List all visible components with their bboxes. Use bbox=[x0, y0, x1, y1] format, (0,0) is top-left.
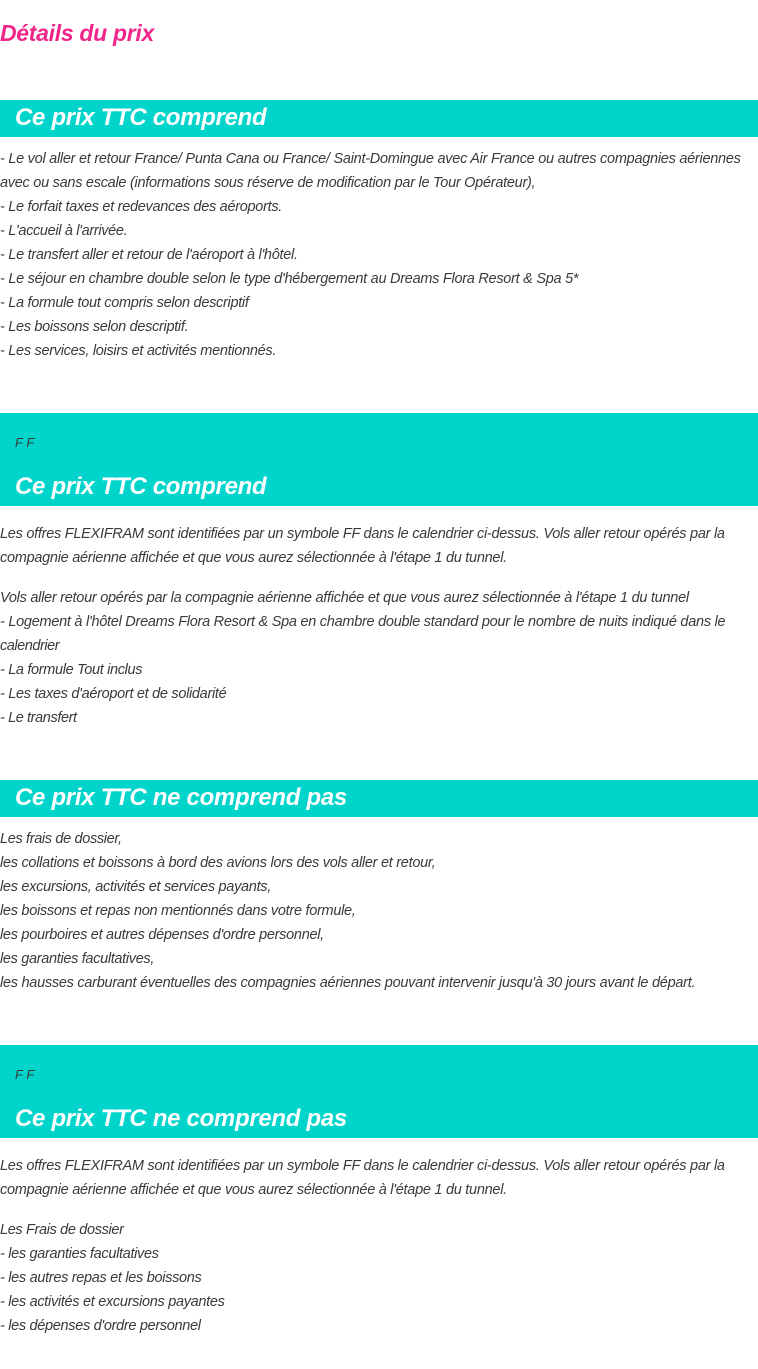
section-header-price-excludes bbox=[0, 780, 758, 817]
list-item: Les frais de dossier, bbox=[0, 831, 122, 847]
list-item: avec ou sans escale (informations sous réserve de modification par le Tour Opérateur), bbox=[0, 175, 536, 191]
list-item: - les garanties facultatives bbox=[0, 1246, 159, 1262]
list-item: les boissons et repas non mentionnés dans votre formule, bbox=[0, 903, 356, 919]
flexifram-code: F F bbox=[15, 435, 35, 450]
list-item: - L'accueil à l'arrivée. bbox=[0, 223, 128, 239]
intro-line: Les offres FLEXIFRAM sont identifiées par un symbole FF dans le calendrier ci-dessus. Vols aller retour opérés par la bbox=[0, 1158, 725, 1174]
list-item: - Le transfert bbox=[0, 710, 77, 726]
list-item: - La formule Tout inclus bbox=[0, 662, 143, 678]
list-item: - Logement à l'hôtel Dreams Flora Resort & Spa en chambre double standard pour le nombre de nuits indiqué dans le bbox=[0, 614, 726, 630]
section-title: Ce prix TTC comprend bbox=[15, 104, 267, 131]
list-item: - Les services, loisirs et activités mentionnés. bbox=[0, 343, 277, 359]
list-item: Les Frais de dossier bbox=[0, 1222, 124, 1238]
list-item: - Le forfait taxes et redevances des aéroports. bbox=[0, 199, 283, 215]
flexifram-excludes-intro bbox=[0, 1154, 758, 1202]
section-header-flexifram-excludes bbox=[0, 1045, 758, 1138]
section-title: Ce prix TTC comprend bbox=[15, 473, 267, 500]
page-title: Détails du prix bbox=[0, 20, 154, 46]
flexifram-includes-intro bbox=[0, 522, 758, 570]
list-item: - La formule tout compris selon descriptif bbox=[0, 295, 249, 311]
list-item: - Les boissons selon descriptif. bbox=[0, 319, 189, 335]
list-item: les pourboires et autres dépenses d'ordre personnel, bbox=[0, 927, 324, 943]
list-item: - les autres repas et les boissons bbox=[0, 1270, 202, 1286]
flexifram-includes-list bbox=[0, 586, 758, 730]
list-item: les collations et boissons à bord des avions lors des vols aller et retour, bbox=[0, 855, 436, 871]
list-item: les excursions, activités et services payants, bbox=[0, 879, 271, 895]
flexifram-excludes-list bbox=[0, 1218, 758, 1338]
list-item: calendrier bbox=[0, 638, 60, 654]
flexifram-code: F F bbox=[15, 1067, 35, 1082]
section-header-price-includes bbox=[0, 100, 758, 137]
list-item: Vols aller retour opérés par la compagnie aérienne affichée et que vous aurez sélectionnée à l'étape 1 du tunnel bbox=[0, 590, 689, 606]
price-includes-list bbox=[0, 147, 758, 363]
list-item: - Le transfert aller et retour de l'aéroport à l'hôtel. bbox=[0, 247, 298, 263]
intro-line: compagnie aérienne affichée et que vous aurez sélectionnée à l'étape 1 du tunnel. bbox=[0, 550, 507, 566]
list-item: - Le vol aller et retour France/ Punta Cana ou France/ Saint-Domingue avec Air France ou autres compagnies aériennes bbox=[0, 151, 741, 167]
list-item: les hausses carburant éventuelles des compagnies aériennes pouvant intervenir jusqu'à 30 jours avant le départ. bbox=[0, 975, 696, 991]
list-item: - les dépenses d'ordre personnel bbox=[0, 1318, 201, 1334]
section-title: Ce prix TTC ne comprend pas bbox=[15, 784, 347, 811]
intro-line: compagnie aérienne affichée et que vous aurez sélectionnée à l'étape 1 du tunnel. bbox=[0, 1182, 507, 1198]
section-title: Ce prix TTC ne comprend pas bbox=[15, 1105, 347, 1132]
list-item: - les activités et excursions payantes bbox=[0, 1294, 225, 1310]
list-item: les garanties facultatives, bbox=[0, 951, 155, 967]
intro-line: Les offres FLEXIFRAM sont identifiées par un symbole FF dans le calendrier ci-dessus. Vols aller retour opérés par la bbox=[0, 526, 725, 542]
section-header-flexifram-includes bbox=[0, 413, 758, 506]
price-excludes-list bbox=[0, 827, 758, 995]
list-item: - Le séjour en chambre double selon le type d'hébergement au Dreams Flora Resort & Spa 5* bbox=[0, 271, 579, 287]
list-item: - Les taxes d'aéroport et de solidarité bbox=[0, 686, 227, 702]
